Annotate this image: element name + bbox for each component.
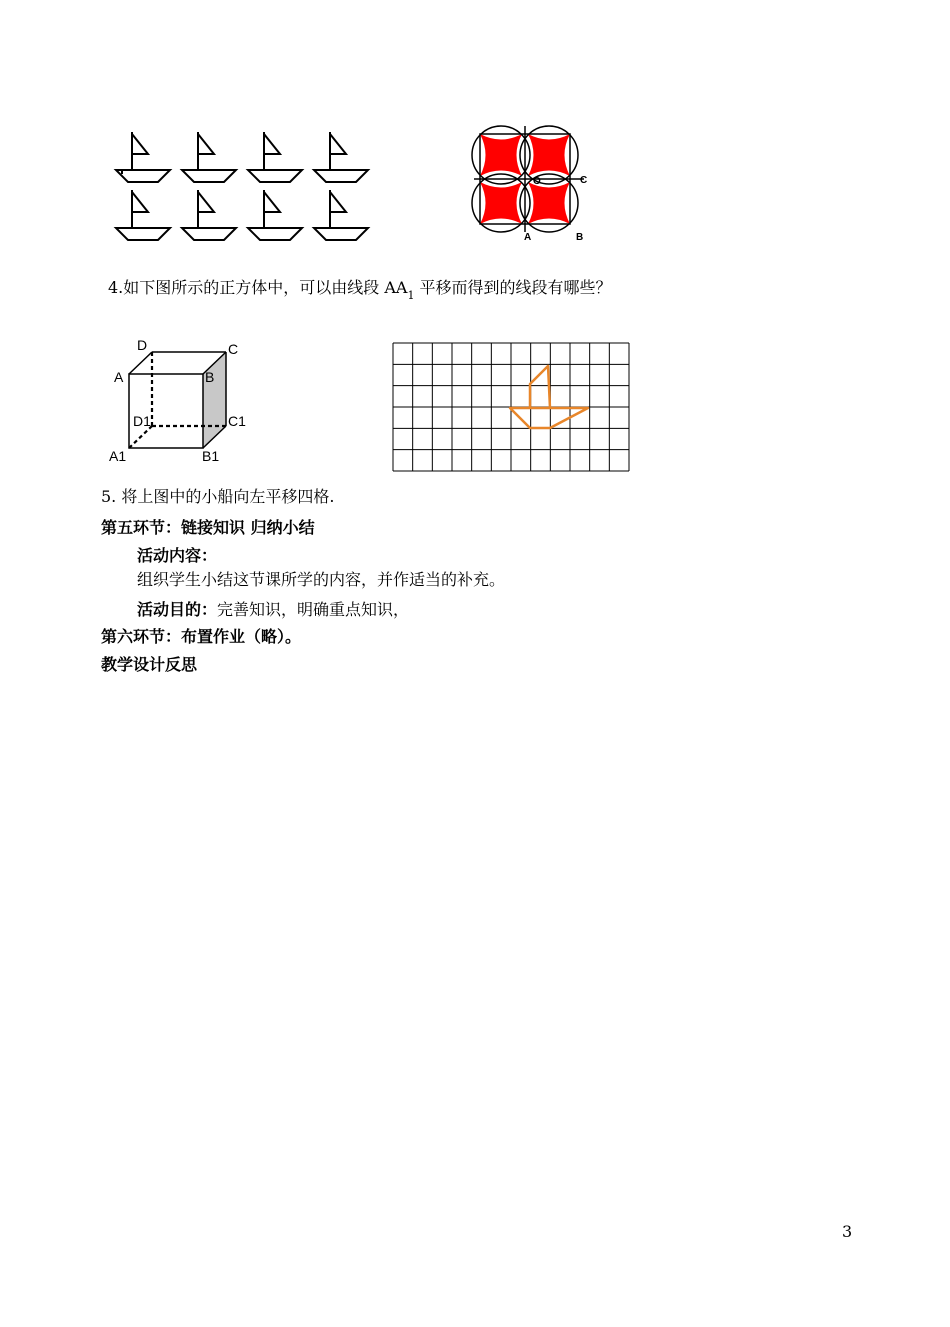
cube-label-b: B: [205, 369, 215, 385]
boat-5: [116, 190, 170, 240]
cube-label-c1: C1: [228, 413, 246, 429]
label-c: C: [580, 175, 588, 186]
boats-figure: [108, 124, 376, 246]
section-5-title: 第五环节：链接知识 归纳小结: [101, 518, 315, 537]
section-5-content-text: 组织学生小结这节课所学的内容，并作适当的补充。: [137, 570, 506, 589]
boat-8: [314, 190, 368, 240]
orange-boat: [510, 366, 588, 428]
label-a: A: [524, 232, 532, 243]
section-6-title: 第六环节：布置作业（略）。: [101, 627, 302, 646]
circles-figure: [466, 120, 596, 245]
label-b: B: [576, 232, 584, 243]
boat-4: [314, 132, 368, 182]
cube-label-d: D: [137, 337, 148, 353]
label-o: O: [533, 176, 541, 187]
cube-label-a: A: [114, 369, 124, 385]
boat-1: [116, 132, 170, 182]
question-4-prefix: 4.如下图所示的正方体中，可以由线段 AA: [108, 278, 408, 297]
grid-figure: [392, 342, 630, 472]
cube-label-b1: B1: [202, 448, 220, 464]
section-5-content-label: 活动内容：: [137, 546, 218, 565]
cube-figure: [104, 334, 254, 466]
boat-7: [248, 190, 302, 240]
cube-label-d1: D1: [133, 413, 151, 429]
page-number: 3: [842, 1222, 853, 1241]
question-5: 5. 将上图中的小船向左平移四格.: [101, 487, 335, 506]
section-5-goal-text: 完善知识，明确重点知识，: [217, 600, 410, 619]
boat-6: [182, 190, 236, 240]
question-4-suffix: 平移而得到的线段有哪些？: [414, 278, 612, 297]
section-5-goal: [137, 597, 409, 620]
cube-label-a1: A1: [109, 448, 127, 464]
boat-2: [182, 132, 236, 182]
reflection-heading: 教学设计反思: [101, 655, 198, 674]
boat-3: [248, 132, 302, 182]
cube-label-c: C: [228, 341, 239, 357]
question-4-sub: 1: [407, 289, 415, 302]
section-5-goal-label: 活动目的：: [137, 600, 218, 619]
question-4: [108, 278, 612, 306]
